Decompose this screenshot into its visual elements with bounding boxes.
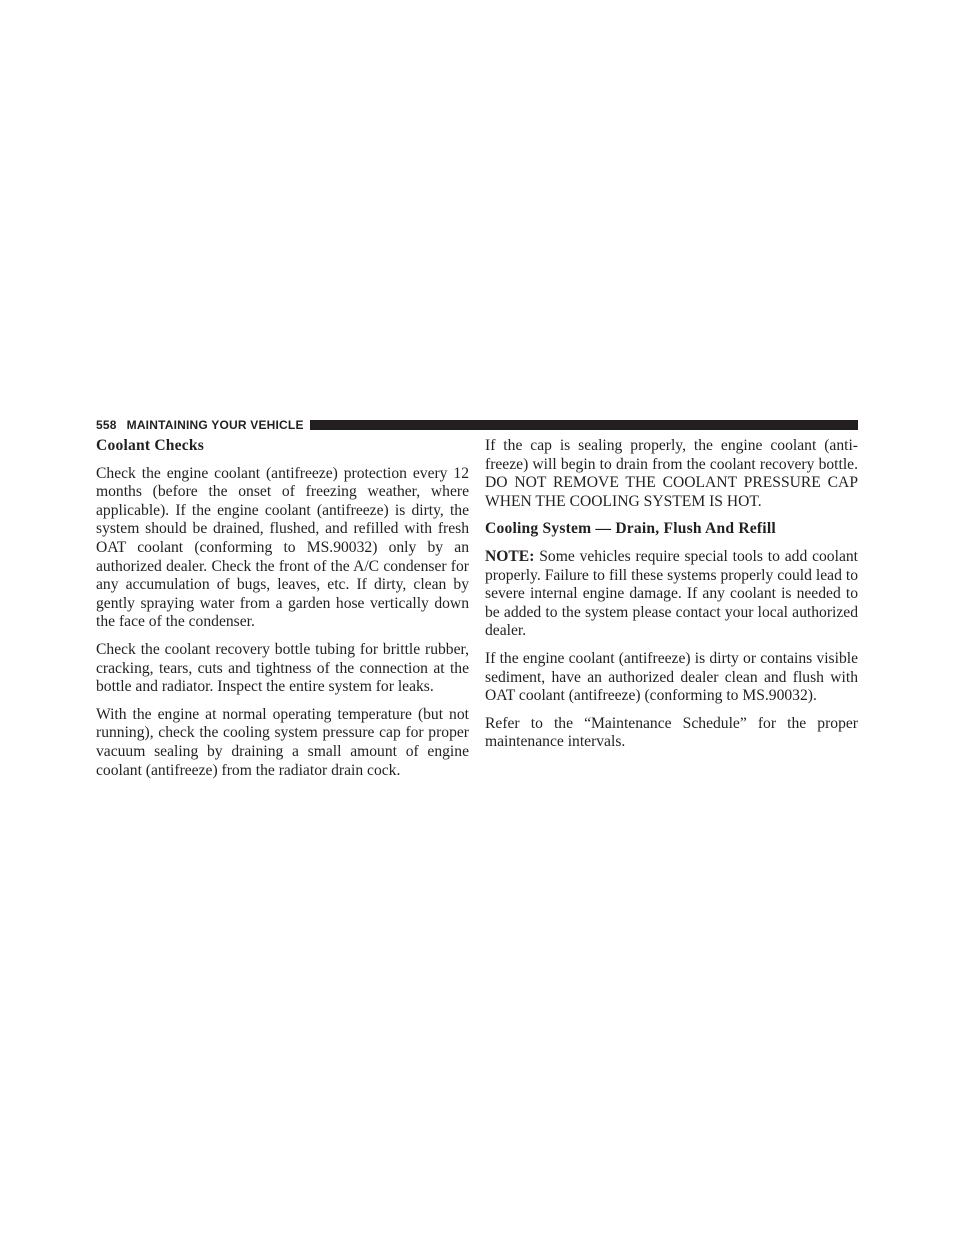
note-paragraph (485, 548, 858, 641)
body-paragraph: If the cap is sealing properly, the engine coolant (antifreeze) will begin to drain from the coolant recovery bottle. DO NOT REMOVE THE COOLANT PRESSURE CAP WHEN THE COOLING SYSTEM IS HOT. (485, 437, 858, 510)
left-column (96, 437, 469, 789)
note-label: NOTE: (485, 547, 535, 565)
note-text: Some vehicles require special tools to add coolant properly. Failure to fill these systems properly could lead to severe internal engine damage. If any coolant is needed to be added to the system please contact your local authorized dealer. (485, 547, 858, 640)
body-paragraph: Check the engine coolant (antifreeze) protection every 12 months (before the onset of freezing weather, where applicable). If the engine coolant (antifreeze) is dirty, the system should be drained, flushed, and refilled with fresh OAT coolant (conforming to MS.90032) only by an authorized dealer. Check the front of the A/C condenser for any accumulation of bugs, leaves, etc. If dirty, clean by gently spraying water from a garden hose vertically down the face of the condenser. (96, 464, 469, 631)
page-header (96, 417, 858, 433)
body-paragraph: With the engine at normal operating temperature (but not running), check the cooling system pressure cap for proper vacuum sealing by draining a small amount of engine coolant (antifreeze) from the radiator drain cock. (96, 705, 469, 779)
page-number: 558 (96, 418, 117, 432)
body-paragraph: If the engine coolant (antifreeze) is dirty or contains visible sediment, have an authorized dealer clean and flush with OAT coolant (antifreeze) (conforming to MS.90032). (485, 649, 858, 705)
right-column (485, 437, 858, 761)
header-rule (310, 420, 858, 430)
section-title: MAINTAINING YOUR VEHICLE (126, 418, 304, 432)
coolant-checks-heading: Coolant Checks (96, 437, 205, 454)
cooling-system-heading: Cooling System — Drain, Flush And Refill (485, 520, 776, 538)
body-paragraph: Refer to the “Maintenance Schedule” for the proper maintenance intervals. (485, 714, 858, 751)
body-paragraph: Check the coolant recovery bottle tubing for brittle rubber, cracking, tears, cuts and tightness of the connection at the bottle and radiator. Inspect the entire system for leaks. (96, 640, 469, 696)
